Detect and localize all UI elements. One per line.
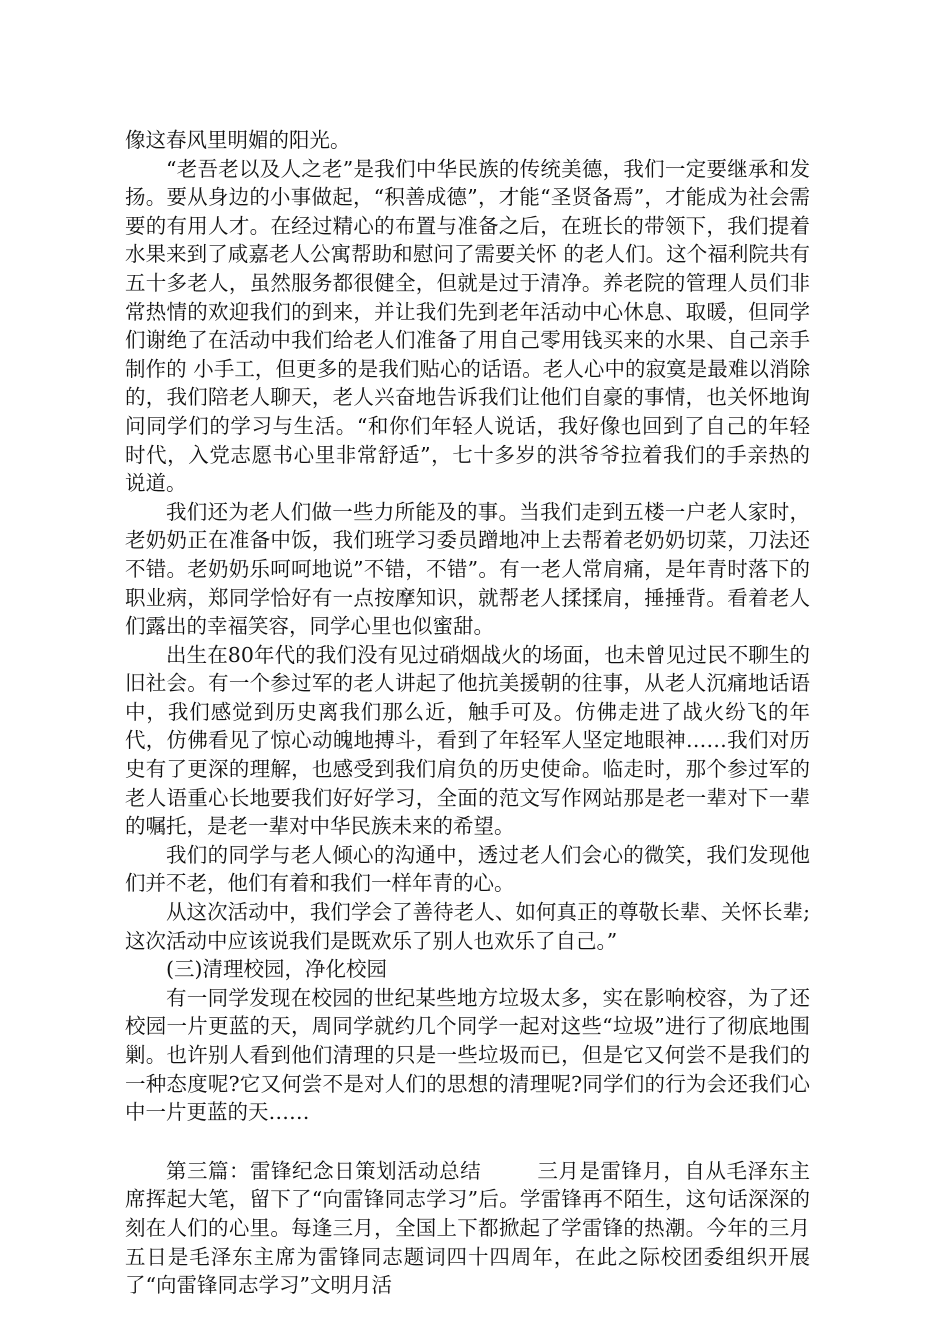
section-heading-campus-cleanup: (三)清理校园，净化校园 xyxy=(166,957,387,982)
paragraph-continuation: 像这春风里明媚的阳光。 xyxy=(125,128,351,152)
paragraph-third-article: 第三篇：雷锋纪念日策划活动总结 三月是雷锋月，自从毛泽东主席挥起大笔，留下了“向雷锋同志学习”后。学雷锋再不陌生，这句话深深的刻在人们的心里。每逢三月，全国上下都掀起了学雷锋的热潮。今年的三月五日是毛泽东主席为雷锋同志题词四十四周年，在此之际校团委组织开展了“向雷锋同志学习”文明月活 xyxy=(125,1158,810,1298)
paragraph-elder-respect: “老吾老以及人之老”是我们中华民族的传统美德，我们一定要继承和发扬。要从身边的小事做起，“积善成德”，才能“圣贤备焉”，才能成为社会需要的有用人才。在经过精心的布置与准备之后，在班长的带领下，我们提着水果来到了咸嘉老人公寓帮助和慰问了需要关怀 的老人们。这个福利院共有五十多老人，虽然服务都很健全，但就是过于清净。养老院的管理人员们非常热情的欢迎我们的到来，并让我们先到老年活动中心休息、取暖，但同学们谢绝了在活动中我们给老人们准备了用自己零用钱买来的水果、自己亲手制作的 小手工，但更多的是我们贴心的话语。老人心中的寂寞是最难以消除的，我们陪老人聊天，老人兴奋地告诉我们让他们自豪的事情，也关怀地询问同学们的学习与生活。“和你们年轻人说话，我好像也回到了自己的年轻时代，入党志愿书心里非常舒适”，七十多岁的洪爷爷拉着我们的手亲热的说道。 xyxy=(125,156,810,496)
paragraph-lessons: 从这次活动中，我们学会了善待老人、如何真正的尊敬长辈、关怀长辈;这次活动中应该说我们是既欢乐了别人也欢乐了自己。” xyxy=(125,900,810,953)
document-body xyxy=(125,126,810,1300)
paragraph-helping-elders: 我们还为老人们做一些力所能及的事。当我们走到五楼一户老人家时，老奶奶正在准备中饭，我们班学习委员蹭地冲上去帮着老奶奶切菜，刀法还不错。老奶奶乐呵呵地说”不错，不错”。有一老人常肩痛，是年青时落下的职业病，郑同学恰好有一点按摩知识，就帮老人揉揉肩，捶捶背。看着老人们露出的幸福笑容，同学心里也似蜜甜。 xyxy=(125,499,810,639)
paragraph-history: 出生在80年代的我们没有见过硝烟战火的场面，也未曾见过民不聊生的旧社会。有一个参过军的老人讲起了他抗美援朝的往事，从老人沉痛地话语中，我们感觉到历史离我们那么近，触手可及。仿佛走进了战火纷飞的年代，仿佛看见了惊心动魄地搏斗，看到了年轻军人坚定地眼神……我们对历史有了更深的理解，也感受到我们肩负的历史使命。临走时，那个参过军的老人语重心长地要我们好好学习，全面的范文写作网站那是老一辈对下一辈的嘱托，是老一辈对中华民族未来的希望。 xyxy=(125,642,810,839)
paragraph-spacer xyxy=(125,1127,810,1157)
paragraph-campus-cleanup: 有一同学发现在校园的世纪某些地方垃圾太多，实在影响校容，为了还校园一片更蓝的天，周同学就约几个同学一起对这些“垃圾”进行了彻底地围剿。也许别人看到他们清理的只是一些垃圾而已，但是它又何尝不是我们的一种态度呢?它又何尝不是对人们的思想的清理呢?同学们的行为会还我们心中一片更蓝的天…… xyxy=(125,985,810,1125)
paragraph-communication: 我们的同学与老人倾心的沟通中，透过老人们会心的微笑，我们发现他们并不老，他们有着和我们一样年青的心。 xyxy=(125,842,810,896)
